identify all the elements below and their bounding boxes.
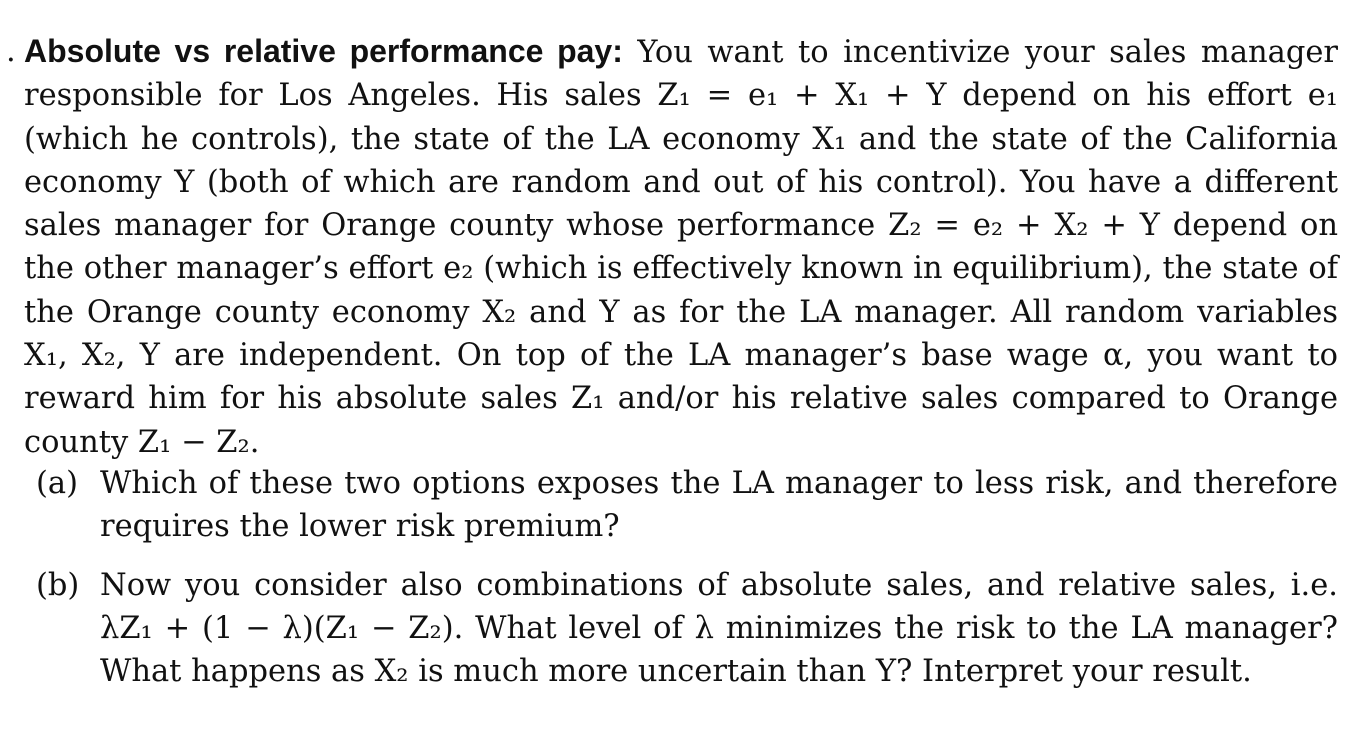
part-label-b: (b) (36, 567, 80, 603)
leading-mark: . (6, 34, 16, 69)
question-part-a (36, 462, 1338, 549)
part-text-b: Now you consider also combinations of absolute sales, and relative sales, i.e. λZ₁ + (1 − λ)(Z₁ − Z₂). What level of λ minimizes the risk to the LA manager? What happens as X₂ is much more uncertain than Y? Interpret your result. (100, 567, 1338, 690)
problem-intro-text: You want to incentivize your sales manager responsible for Los Angeles. His sales Z₁ = e₁ + X₁ + Y depend on his effort e₁ (which he controls), the state of the LA economy X₁ and the state of the California economy Y (both of which are random and out of his control). You have a different sales manager for Orange county whose performance Z₂ = e₂ + X₂ + Y depend on the other manager’s effort e₂ (which is effectively known in equilibrium), the state of the Orange county economy X₂ and Y as for the LA manager. All random variables X₁, X₂, Y are independent. On top of the LA manager’s base wage α, you want to reward him for his absolute sales Z₁ and/or his relative sales compared to Orange county Z₁ − Z₂. (24, 35, 1339, 460)
part-label-a: (a) (36, 466, 78, 501)
problem-heading: Absolute vs relative performance pay: (24, 33, 623, 69)
question-part-b (36, 564, 1338, 694)
question-parts (36, 462, 1338, 693)
part-text-a: Which of these two options exposes the LA manager to less risk, and therefore requires the lower risk premium? (100, 466, 1338, 545)
problem-statement (24, 30, 1338, 464)
